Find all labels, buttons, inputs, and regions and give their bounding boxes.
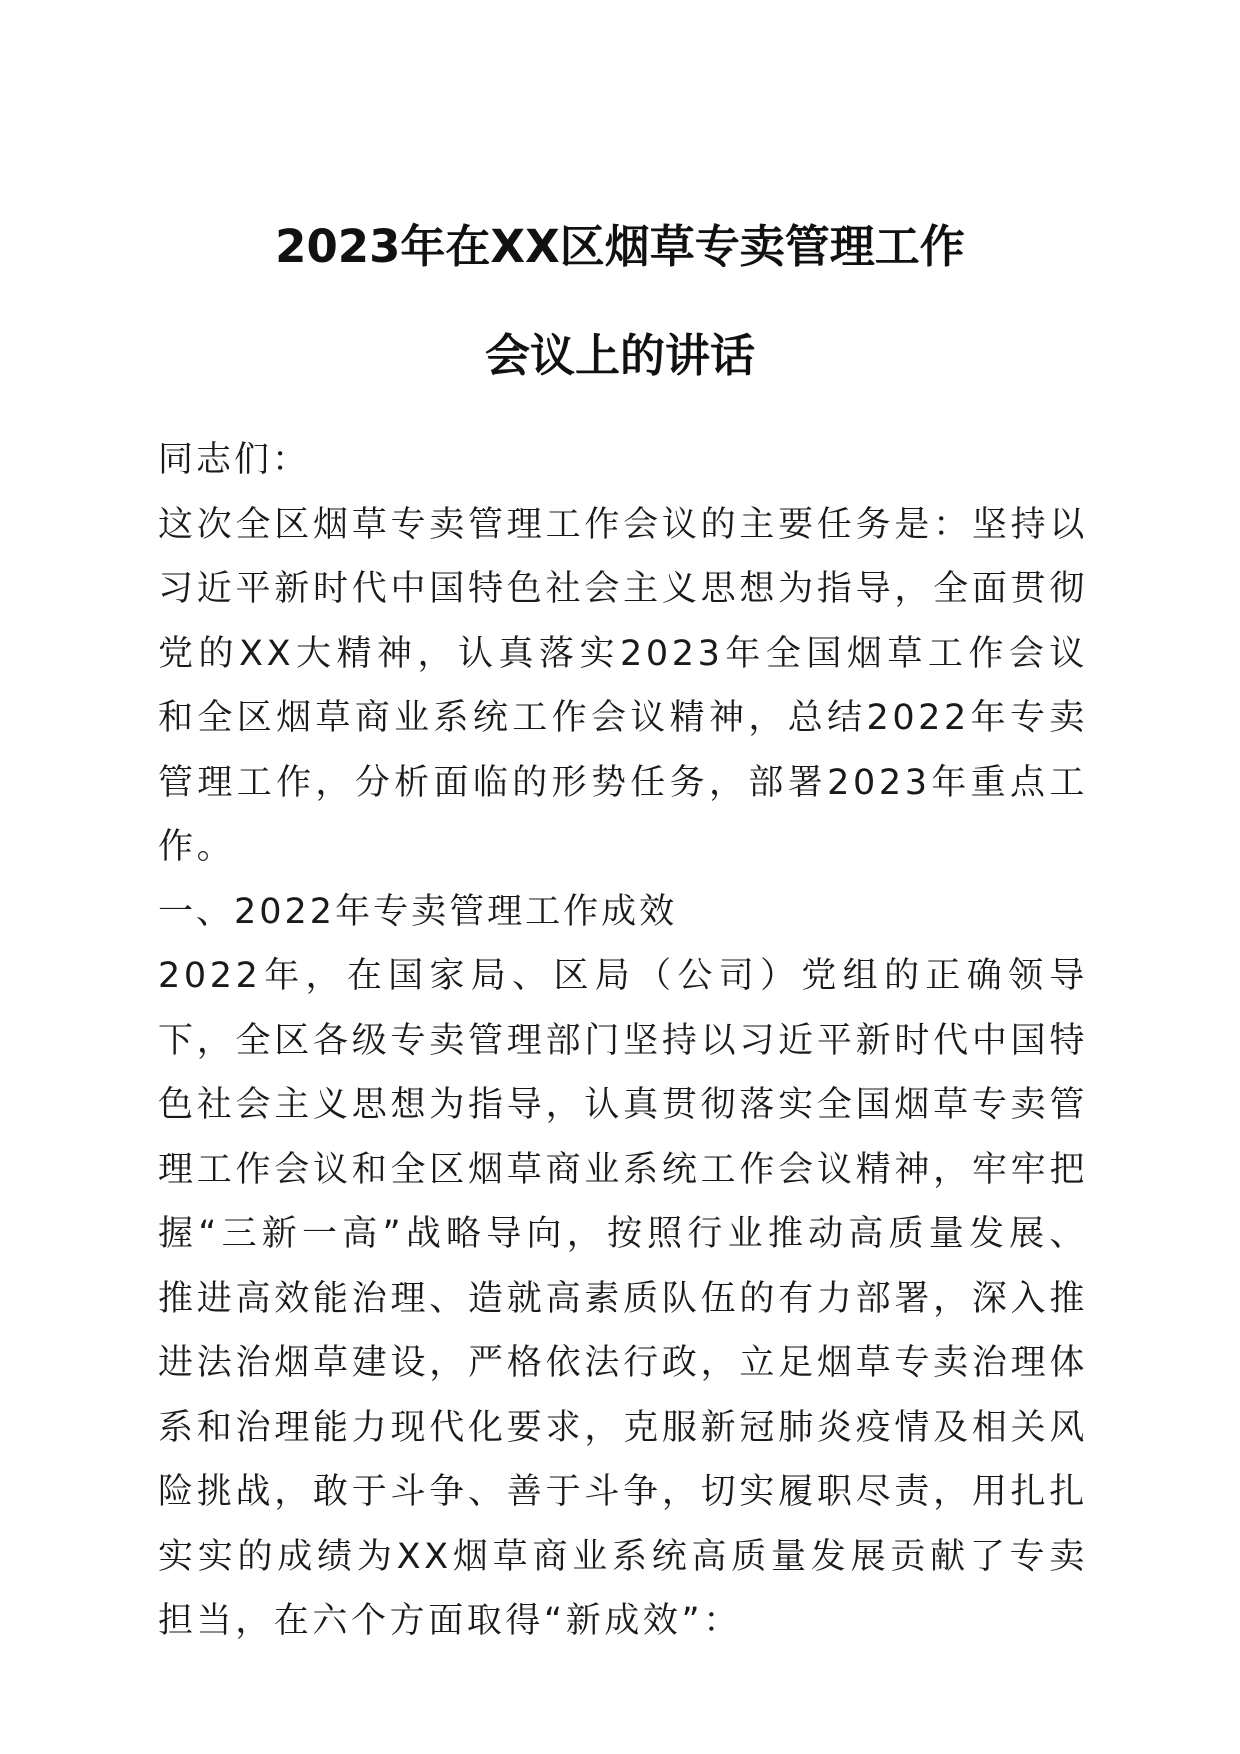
document-title-line-1: 2023年在XX区烟草专卖管理工作 (275, 220, 965, 273)
document-body (158, 428, 1088, 1654)
intro-paragraph: 这次全区烟草专卖管理工作会议的主要任务是：坚持以习近平新时代中国特色社会主义思想为指导，全面贯彻党的XX大精神，认真落实2023年全国烟草工作会议和全区烟草商业系统工作会议精神，总结2022年专卖管理工作，分析面临的形势任务，部署2023年重点工作。 (158, 504, 1088, 867)
salutation: 同志们： (158, 440, 311, 480)
document-title-line-2: 会议上的讲话 (484, 329, 755, 382)
section-paragraph: 2022年，在国家局、区局（公司）党组的正确领导下，全区各级专卖管理部门坚持以习近平新时代中国特色社会主义思想为指导，认真贯彻落实全国烟草专卖管理工作会议和全区烟草商业系统工作会议精神，牢牢把握“三新一高”战略导向，按照行业推动高质量发展、推进高效能治理、造就高素质队伍的有力部署，深入推进法治烟草建设，严格依法行政，立足烟草专卖治理体系和治理能力现代化要求，克服新冠肺炎疫情及相关风险挑战，敢于斗争、善于斗争，切实履职尽责，用扎扎实实的成绩为XX烟草商业系统高质量发展贡献了专卖担当，在六个方面取得“新成效”： (158, 956, 1088, 1641)
section-heading: 一、2022年专卖管理工作成效 (158, 891, 678, 932)
